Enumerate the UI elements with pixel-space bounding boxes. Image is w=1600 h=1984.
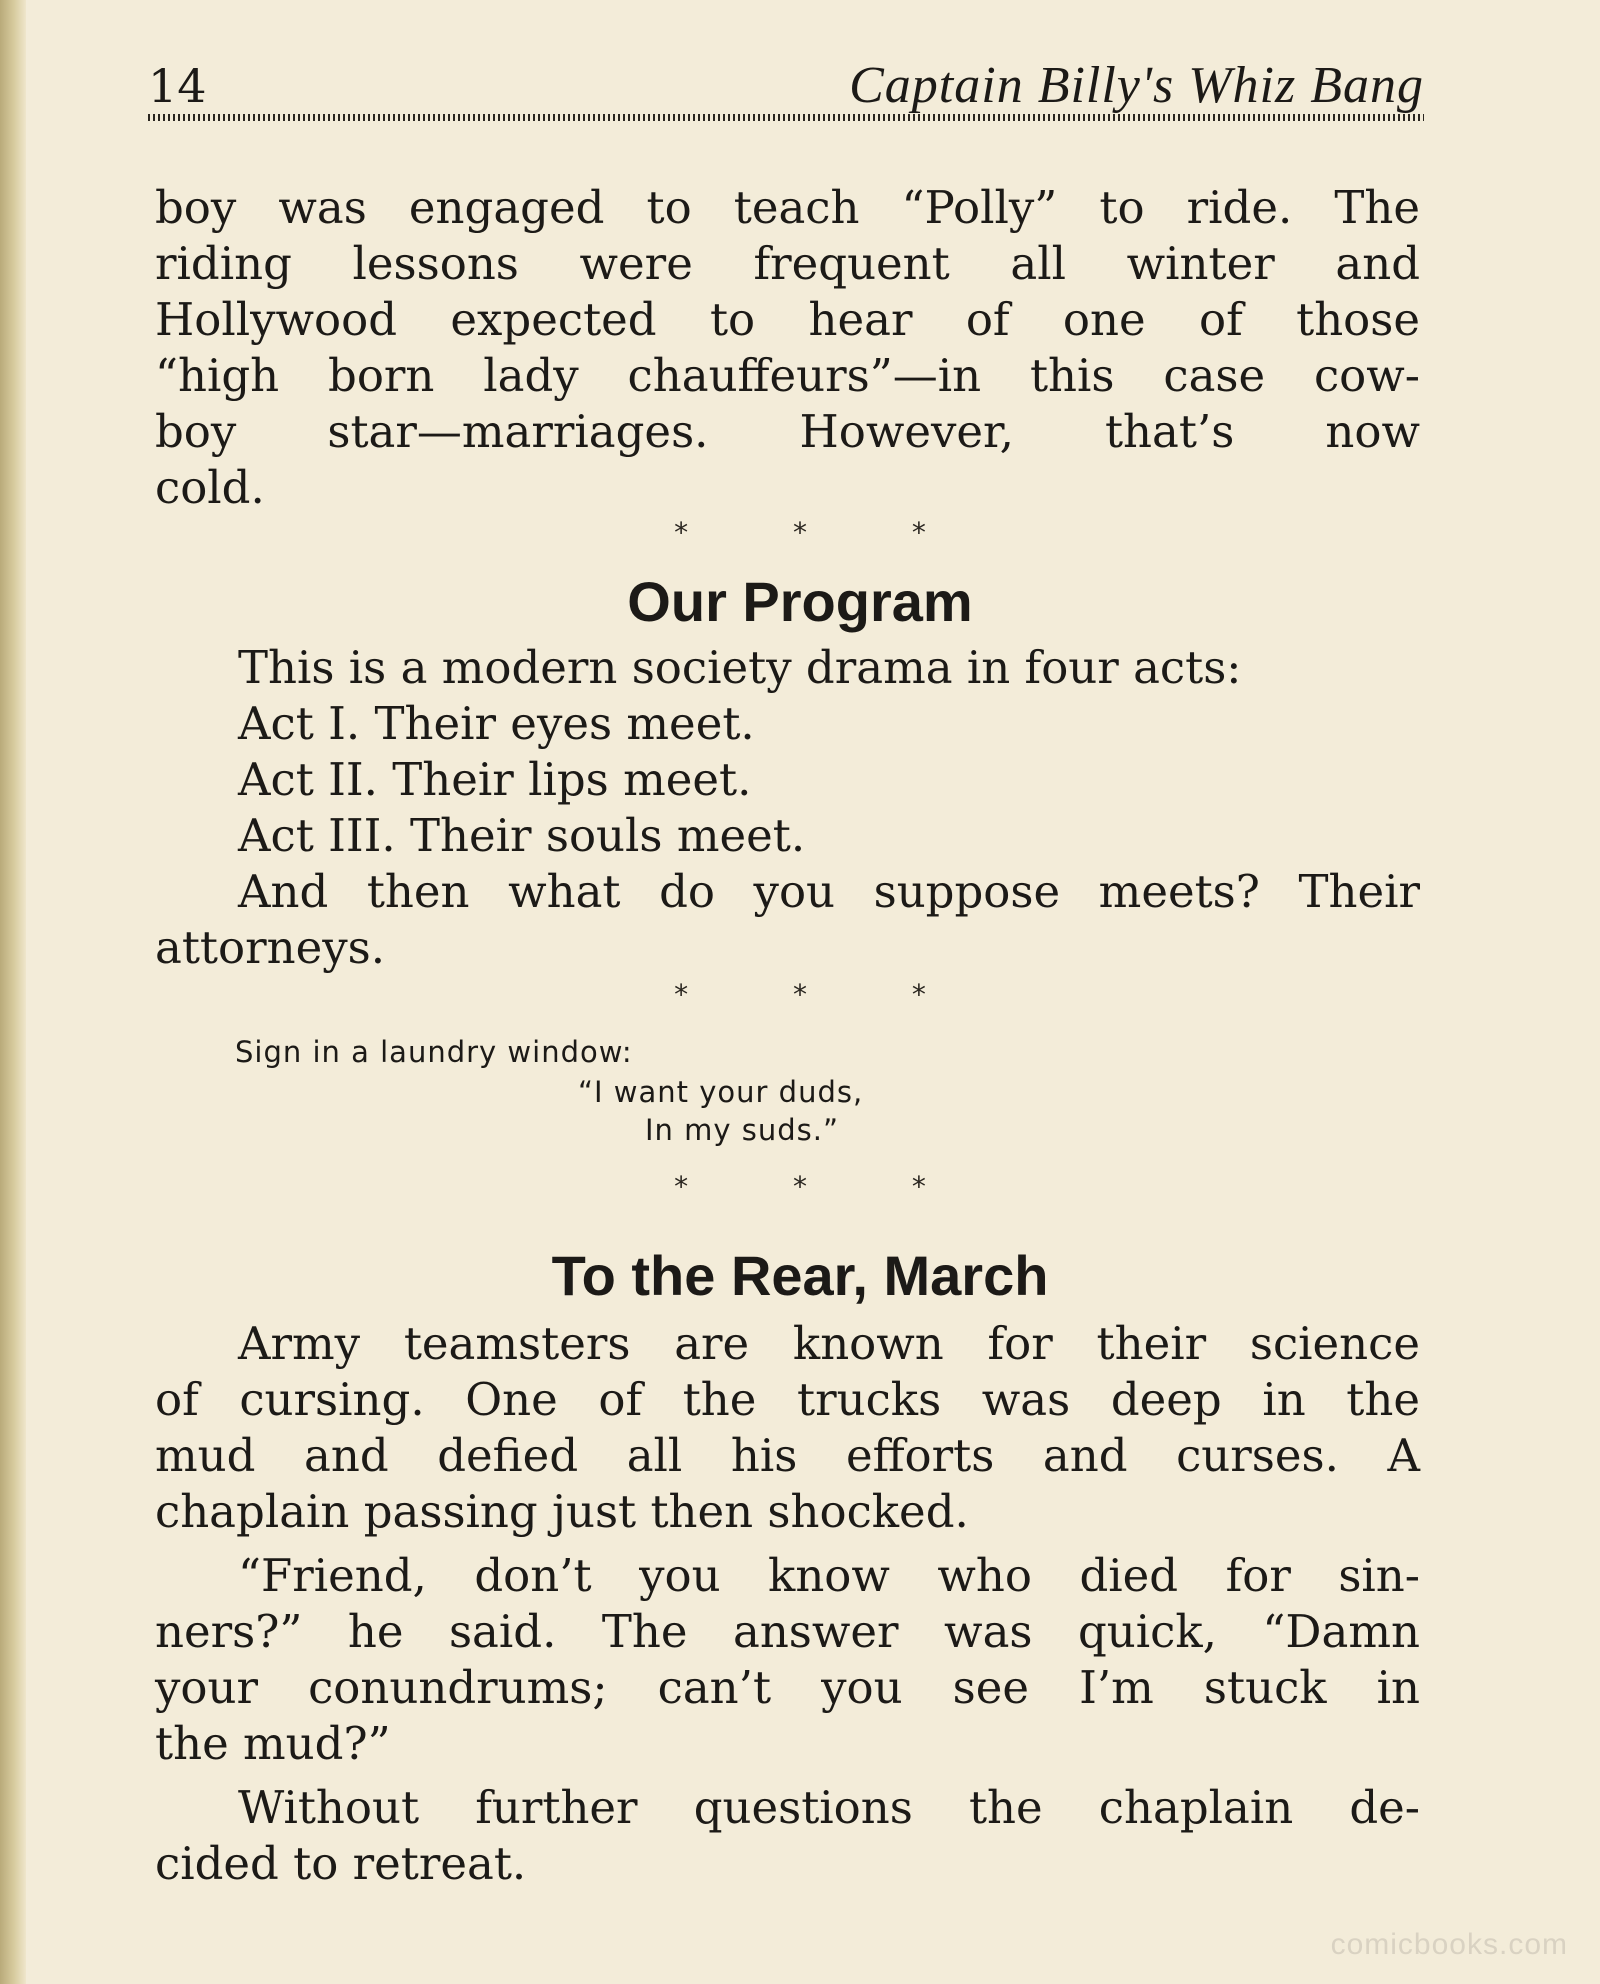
body-line: the mud?” <box>155 1717 391 1770</box>
body-line: Hollywood expected to hear of one of those <box>155 293 1420 346</box>
body-line: Act III. Their souls meet. <box>238 809 806 862</box>
section-separator: * * * <box>674 1170 974 1203</box>
body-line: cided to retreat. <box>155 1837 527 1890</box>
header-rule <box>148 114 1424 121</box>
section-separator: * * * <box>674 978 974 1011</box>
body-line: cold. <box>155 461 265 514</box>
body-line: And then what do you suppose meets? Their <box>238 865 1420 918</box>
body-line: Act II. Their lips meet. <box>238 753 752 806</box>
laundry-sign-line: In my suds.” <box>645 1113 840 1147</box>
body-line: riding lessons were frequent all winter and <box>155 237 1420 290</box>
page-number: 14 <box>148 59 207 113</box>
body-line: attorneys. <box>155 921 386 974</box>
body-line: Without further questions the chaplain de- <box>238 1781 1420 1834</box>
body-line: your conundrums; can’t you see I’m stuck in <box>155 1661 1420 1714</box>
body-line: Act I. Their eyes meet. <box>238 697 755 750</box>
section-heading-our-program: Our Program <box>627 570 973 633</box>
running-title: Captain Billy's Whiz Bang <box>849 57 1424 114</box>
body-line: This is a modern society drama in four acts: <box>238 641 1242 694</box>
body-line: “Friend, don’t you know who died for sin- <box>238 1549 1420 1602</box>
section-heading-rear-march: To the Rear, March <box>551 1244 1049 1307</box>
body-line: boy star—marriages. However, that’s now <box>155 405 1420 458</box>
body-line: Army teamsters are known for their science <box>238 1317 1420 1370</box>
watermark: comicbooks.com <box>1330 1928 1568 1961</box>
body-line: ners?” he said. The answer was quick, “Damn <box>155 1605 1420 1658</box>
laundry-sign-intro: Sign in a laundry window: <box>235 1035 633 1069</box>
body-line: boy was engaged to teach “Polly” to ride. The <box>155 181 1420 234</box>
laundry-sign-line: “I want your duds, <box>578 1075 864 1109</box>
body-line: “high born lady chauffeurs”—in this case cow- <box>155 349 1420 402</box>
body-line: of cursing. One of the trucks was deep in the <box>155 1373 1420 1426</box>
section-separator: * * * <box>674 516 974 549</box>
body-line: mud and defied all his efforts and curses. A <box>155 1429 1420 1482</box>
body-line: chaplain passing just then shocked. <box>155 1485 969 1538</box>
page-header <box>148 56 1424 116</box>
